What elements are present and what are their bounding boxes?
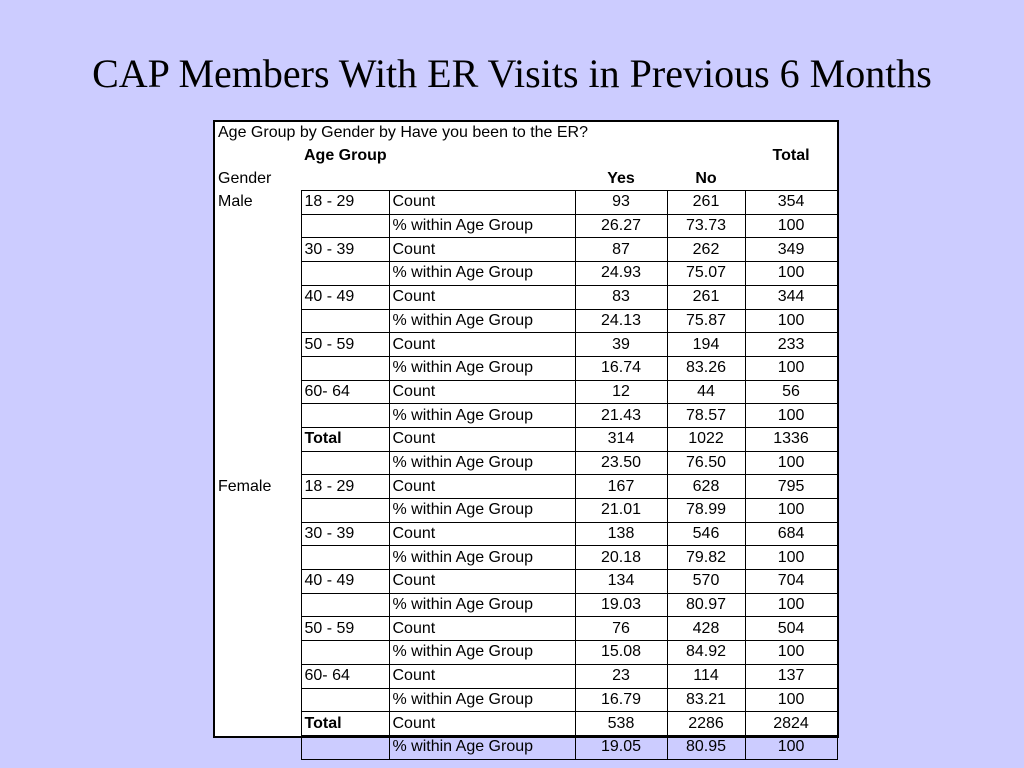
age-group-cell: [301, 546, 389, 570]
yes-cell: 19.05: [575, 735, 667, 759]
header-no: No: [695, 169, 717, 187]
gender-cell: [215, 404, 301, 428]
age-group-cell: [301, 214, 389, 238]
crosstab-table: [215, 122, 838, 760]
age-group-cell: [301, 499, 389, 523]
statistic-cell: % within Age Group: [389, 735, 575, 759]
no-cell: 261: [667, 285, 745, 309]
statistic-cell: Count: [389, 285, 575, 309]
no-cell: 1022: [667, 427, 745, 451]
no-cell: 428: [667, 617, 745, 641]
table-row: [215, 285, 837, 309]
header-blank: [215, 145, 301, 168]
statistic-cell: Count: [389, 333, 575, 357]
yes-cell: 87: [575, 238, 667, 262]
table-row: [215, 262, 837, 286]
age-group-cell: Total: [301, 712, 389, 736]
table-row: [215, 475, 837, 499]
gender-cell: [215, 593, 301, 617]
statistic-cell: Count: [389, 664, 575, 688]
yes-cell: 20.18: [575, 546, 667, 570]
table-row: [215, 499, 837, 523]
slide-title: CAP Members With ER Visits in Previous 6 Months: [92, 51, 932, 96]
age-group-cell: [301, 262, 389, 286]
table-caption: Age Group by Gender by Have you been to the ER?: [218, 124, 589, 142]
yes-cell: 21.43: [575, 404, 667, 428]
header-row-gender: [215, 167, 837, 190]
gender-cell: [215, 617, 301, 641]
yes-cell: 16.74: [575, 356, 667, 380]
table-row: [215, 309, 837, 333]
header-gender: Gender: [218, 169, 272, 187]
age-group-cell: 18 - 29: [301, 191, 389, 215]
total-cell: 56: [745, 380, 837, 404]
statistic-cell: Count: [389, 380, 575, 404]
caption-row: [215, 122, 837, 145]
statistic-cell: Count: [389, 191, 575, 215]
gender-cell: [215, 546, 301, 570]
no-cell: 83.21: [667, 688, 745, 712]
no-cell: 73.73: [667, 214, 745, 238]
table-row: [215, 427, 837, 451]
no-cell: 570: [667, 570, 745, 594]
table-row: [215, 641, 837, 665]
no-cell: 44: [667, 380, 745, 404]
table-row: [215, 570, 837, 594]
no-cell: 78.99: [667, 499, 745, 523]
yes-cell: 16.79: [575, 688, 667, 712]
age-group-cell: [301, 356, 389, 380]
gender-cell: [215, 712, 301, 736]
total-cell: 100: [745, 356, 837, 380]
total-cell: 100: [745, 641, 837, 665]
header-blank: [389, 167, 575, 190]
age-group-cell: 60- 64: [301, 380, 389, 404]
total-cell: 100: [745, 499, 837, 523]
table-row: [215, 356, 837, 380]
table-row: [215, 238, 837, 262]
gender-cell: [215, 309, 301, 333]
yes-cell: 93: [575, 191, 667, 215]
gender-cell: [215, 333, 301, 357]
gender-cell: [215, 664, 301, 688]
statistic-cell: % within Age Group: [389, 641, 575, 665]
statistic-cell: % within Age Group: [389, 356, 575, 380]
total-cell: 100: [745, 546, 837, 570]
total-cell: 100: [745, 593, 837, 617]
age-group-cell: [301, 451, 389, 475]
total-cell: 344: [745, 285, 837, 309]
no-cell: 84.92: [667, 641, 745, 665]
statistic-cell: % within Age Group: [389, 688, 575, 712]
age-group-cell: 30 - 39: [301, 522, 389, 546]
yes-cell: 134: [575, 570, 667, 594]
table-row: [215, 191, 837, 215]
statistic-cell: Count: [389, 712, 575, 736]
gender-cell: Male: [218, 193, 253, 211]
age-group-cell: [301, 641, 389, 665]
age-group-cell: 18 - 29: [301, 475, 389, 499]
yes-cell: 538: [575, 712, 667, 736]
gender-cell: [215, 522, 301, 546]
total-cell: 100: [745, 451, 837, 475]
header-blank: [745, 167, 837, 190]
total-cell: 349: [745, 238, 837, 262]
statistic-cell: Count: [389, 475, 575, 499]
statistic-cell: % within Age Group: [389, 309, 575, 333]
table-row: [215, 664, 837, 688]
table-row: [215, 451, 837, 475]
statistic-cell: Count: [389, 522, 575, 546]
table-row: [215, 593, 837, 617]
header-yes: Yes: [607, 169, 635, 187]
gender-cell: [215, 451, 301, 475]
gender-cell: [215, 499, 301, 523]
statistic-cell: % within Age Group: [389, 593, 575, 617]
gender-cell: [215, 380, 301, 404]
yes-cell: 19.03: [575, 593, 667, 617]
no-cell: 78.57: [667, 404, 745, 428]
table-row: [215, 735, 837, 759]
no-cell: 83.26: [667, 356, 745, 380]
header-blank: [301, 167, 389, 190]
no-cell: 76.50: [667, 451, 745, 475]
total-cell: 704: [745, 570, 837, 594]
yes-cell: 26.27: [575, 214, 667, 238]
total-cell: 2824: [745, 712, 837, 736]
table-row: [215, 546, 837, 570]
total-cell: 684: [745, 522, 837, 546]
total-cell: 137: [745, 664, 837, 688]
total-cell: 100: [745, 309, 837, 333]
gender-cell: [215, 356, 301, 380]
statistic-cell: Count: [389, 617, 575, 641]
crosstab-table-box: [213, 120, 839, 756]
statistic-cell: % within Age Group: [389, 262, 575, 286]
yes-cell: 21.01: [575, 499, 667, 523]
header-row-age-group: [215, 145, 837, 168]
table-row: [215, 712, 837, 736]
age-group-cell: 50 - 59: [301, 333, 389, 357]
yes-cell: 24.93: [575, 262, 667, 286]
yes-cell: 23.50: [575, 451, 667, 475]
yes-cell: 39: [575, 333, 667, 357]
table-row: [215, 522, 837, 546]
no-cell: 75.07: [667, 262, 745, 286]
total-cell: 354: [745, 191, 837, 215]
no-cell: 261: [667, 191, 745, 215]
yes-cell: 24.13: [575, 309, 667, 333]
total-cell: 100: [745, 214, 837, 238]
yes-cell: 167: [575, 475, 667, 499]
statistic-cell: Count: [389, 238, 575, 262]
yes-cell: 138: [575, 522, 667, 546]
age-group-cell: Total: [301, 427, 389, 451]
table-row: [215, 333, 837, 357]
yes-cell: 12: [575, 380, 667, 404]
total-cell: 100: [745, 688, 837, 712]
no-cell: 75.87: [667, 309, 745, 333]
no-cell: 80.97: [667, 593, 745, 617]
no-cell: 79.82: [667, 546, 745, 570]
no-cell: 2286: [667, 712, 745, 736]
no-cell: 194: [667, 333, 745, 357]
gender-cell: Female: [218, 477, 272, 495]
age-group-cell: [301, 593, 389, 617]
age-group-cell: 40 - 49: [301, 285, 389, 309]
age-group-cell: 50 - 59: [301, 617, 389, 641]
gender-cell: [215, 285, 301, 309]
gender-cell: [215, 735, 301, 759]
table-row: [215, 380, 837, 404]
table-row: [215, 688, 837, 712]
statistic-cell: % within Age Group: [389, 546, 575, 570]
no-cell: 628: [667, 475, 745, 499]
gender-cell: [215, 238, 301, 262]
statistic-cell: % within Age Group: [389, 214, 575, 238]
gender-cell: [215, 214, 301, 238]
statistic-cell: % within Age Group: [389, 499, 575, 523]
statistic-cell: Count: [389, 427, 575, 451]
total-cell: 233: [745, 333, 837, 357]
table-row: [215, 617, 837, 641]
yes-cell: 23: [575, 664, 667, 688]
age-group-cell: 30 - 39: [301, 238, 389, 262]
total-cell: 795: [745, 475, 837, 499]
age-group-cell: [301, 688, 389, 712]
header-total: Total: [772, 147, 810, 165]
no-cell: 262: [667, 238, 745, 262]
yes-cell: 76: [575, 617, 667, 641]
table-row: [215, 214, 837, 238]
age-group-cell: 60- 64: [301, 664, 389, 688]
age-group-cell: [301, 404, 389, 428]
gender-cell: [215, 427, 301, 451]
age-group-cell: [301, 735, 389, 759]
no-cell: 546: [667, 522, 745, 546]
yes-cell: 314: [575, 427, 667, 451]
yes-cell: 83: [575, 285, 667, 309]
statistic-cell: % within Age Group: [389, 451, 575, 475]
total-cell: 504: [745, 617, 837, 641]
age-group-cell: 40 - 49: [301, 570, 389, 594]
yes-cell: 15.08: [575, 641, 667, 665]
table-row: [215, 404, 837, 428]
gender-cell: [215, 262, 301, 286]
gender-cell: [215, 570, 301, 594]
total-cell: 1336: [745, 427, 837, 451]
total-cell: 100: [745, 262, 837, 286]
statistic-cell: Count: [389, 570, 575, 594]
gender-cell: [215, 641, 301, 665]
statistic-cell: % within Age Group: [389, 404, 575, 428]
header-age-group: Age Group: [304, 147, 387, 165]
total-cell: 100: [745, 404, 837, 428]
no-cell: 80.95: [667, 735, 745, 759]
no-cell: 114: [667, 664, 745, 688]
gender-cell: [215, 688, 301, 712]
total-cell: 100: [745, 735, 837, 759]
age-group-cell: [301, 309, 389, 333]
